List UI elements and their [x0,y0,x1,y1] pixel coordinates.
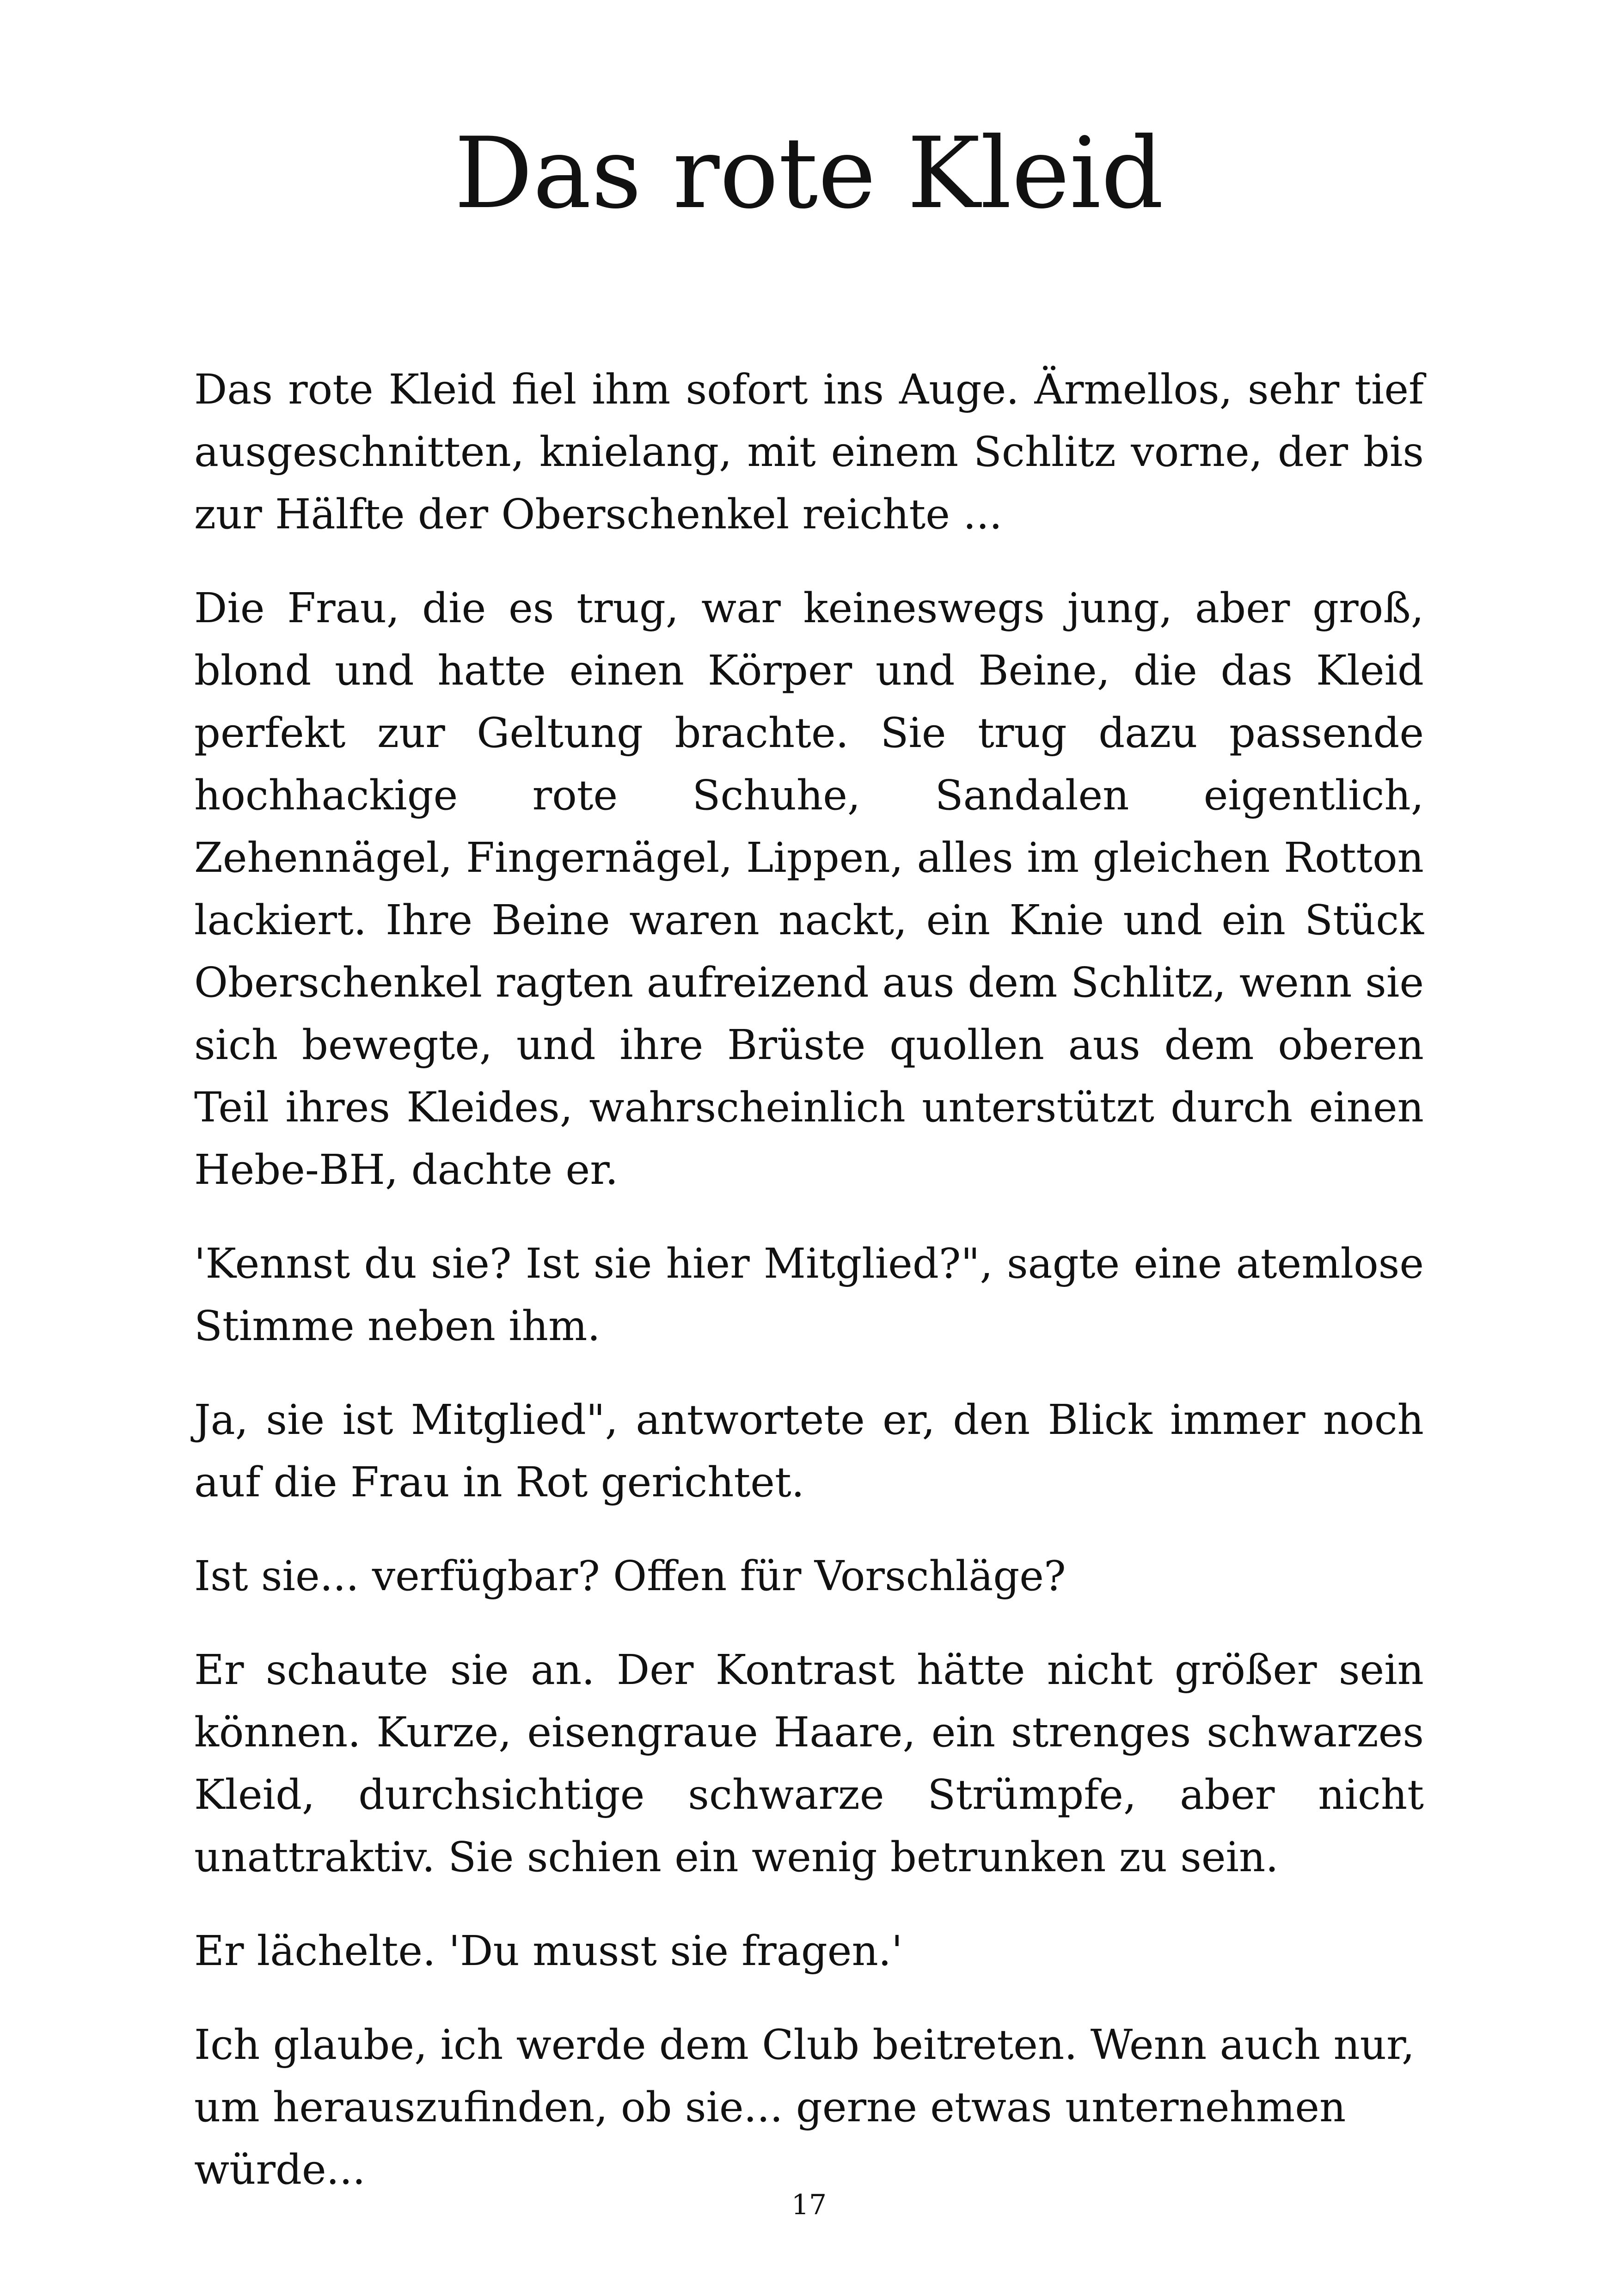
chapter-title: Das rote Kleid [454,116,1164,230]
paragraph-8: Ich glaube, ich werde dem Club beitreten. Wenn auch nur, um herauszufinden, ob sie... gerne etwas unternehmen würde... [194,2020,1415,2193]
page-number: 17 [791,2189,827,2221]
paragraph-6: Er schaute sie an. Der Kontrast hätte nicht größer sein können. Kurze, eisengraue Haare, ein strenges schwarzes Kleid, durchsichtige schwarze Strümpfe, aber nicht unattraktiv. Sie schien ein wenig betrunken zu sein. [194,1646,1424,1881]
paragraph-4: Ja, sie ist Mitglied", antwortete er, den Blick immer noch auf die Frau in Rot gerichtet. [194,1396,1424,1506]
body-text [194,358,1424,2232]
paragraph-7: Er lächelte. 'Du musst sie fragen.' [194,1927,903,1975]
paragraph-3: 'Kennst du sie? Ist sie hier Mitglied?", sagte eine atemlose Stimme neben ihm. [194,1239,1424,1350]
paragraph-1: Das rote Kleid fiel ihm sofort ins Auge. Ärmellos, sehr tief ausgeschnitten, knielang, mit einem Schlitz vorne, der bis zur Hälfte der Oberschenkel reichte ... [194,365,1424,538]
paragraph-5: Ist sie... verfügbar? Offen für Vorschläge? [194,1552,1066,1600]
paragraph-2: Die Frau, die es trug, war keineswegs jung, aber groß, blond und hatte einen Körper und Beine, die das Kleid perfekt zur Geltung brachte. Sie trug dazu passende hochhackige rote Schuhe, Sandalen eigentlich, Zehennägel, Fingernägel, Lippen, alles im gleichen Rotton lackiert. Ihre Beine waren nackt, ein Knie und ein Stück Oberschenkel ragten aufreizend aus dem Schlitz, wenn sie sich bewegte, und ihre Brüste quollen aus dem oberen Teil ihres Kleides, wahrscheinlich unterstützt durch einen Hebe-BH, dachte er. [194,584,1424,1194]
